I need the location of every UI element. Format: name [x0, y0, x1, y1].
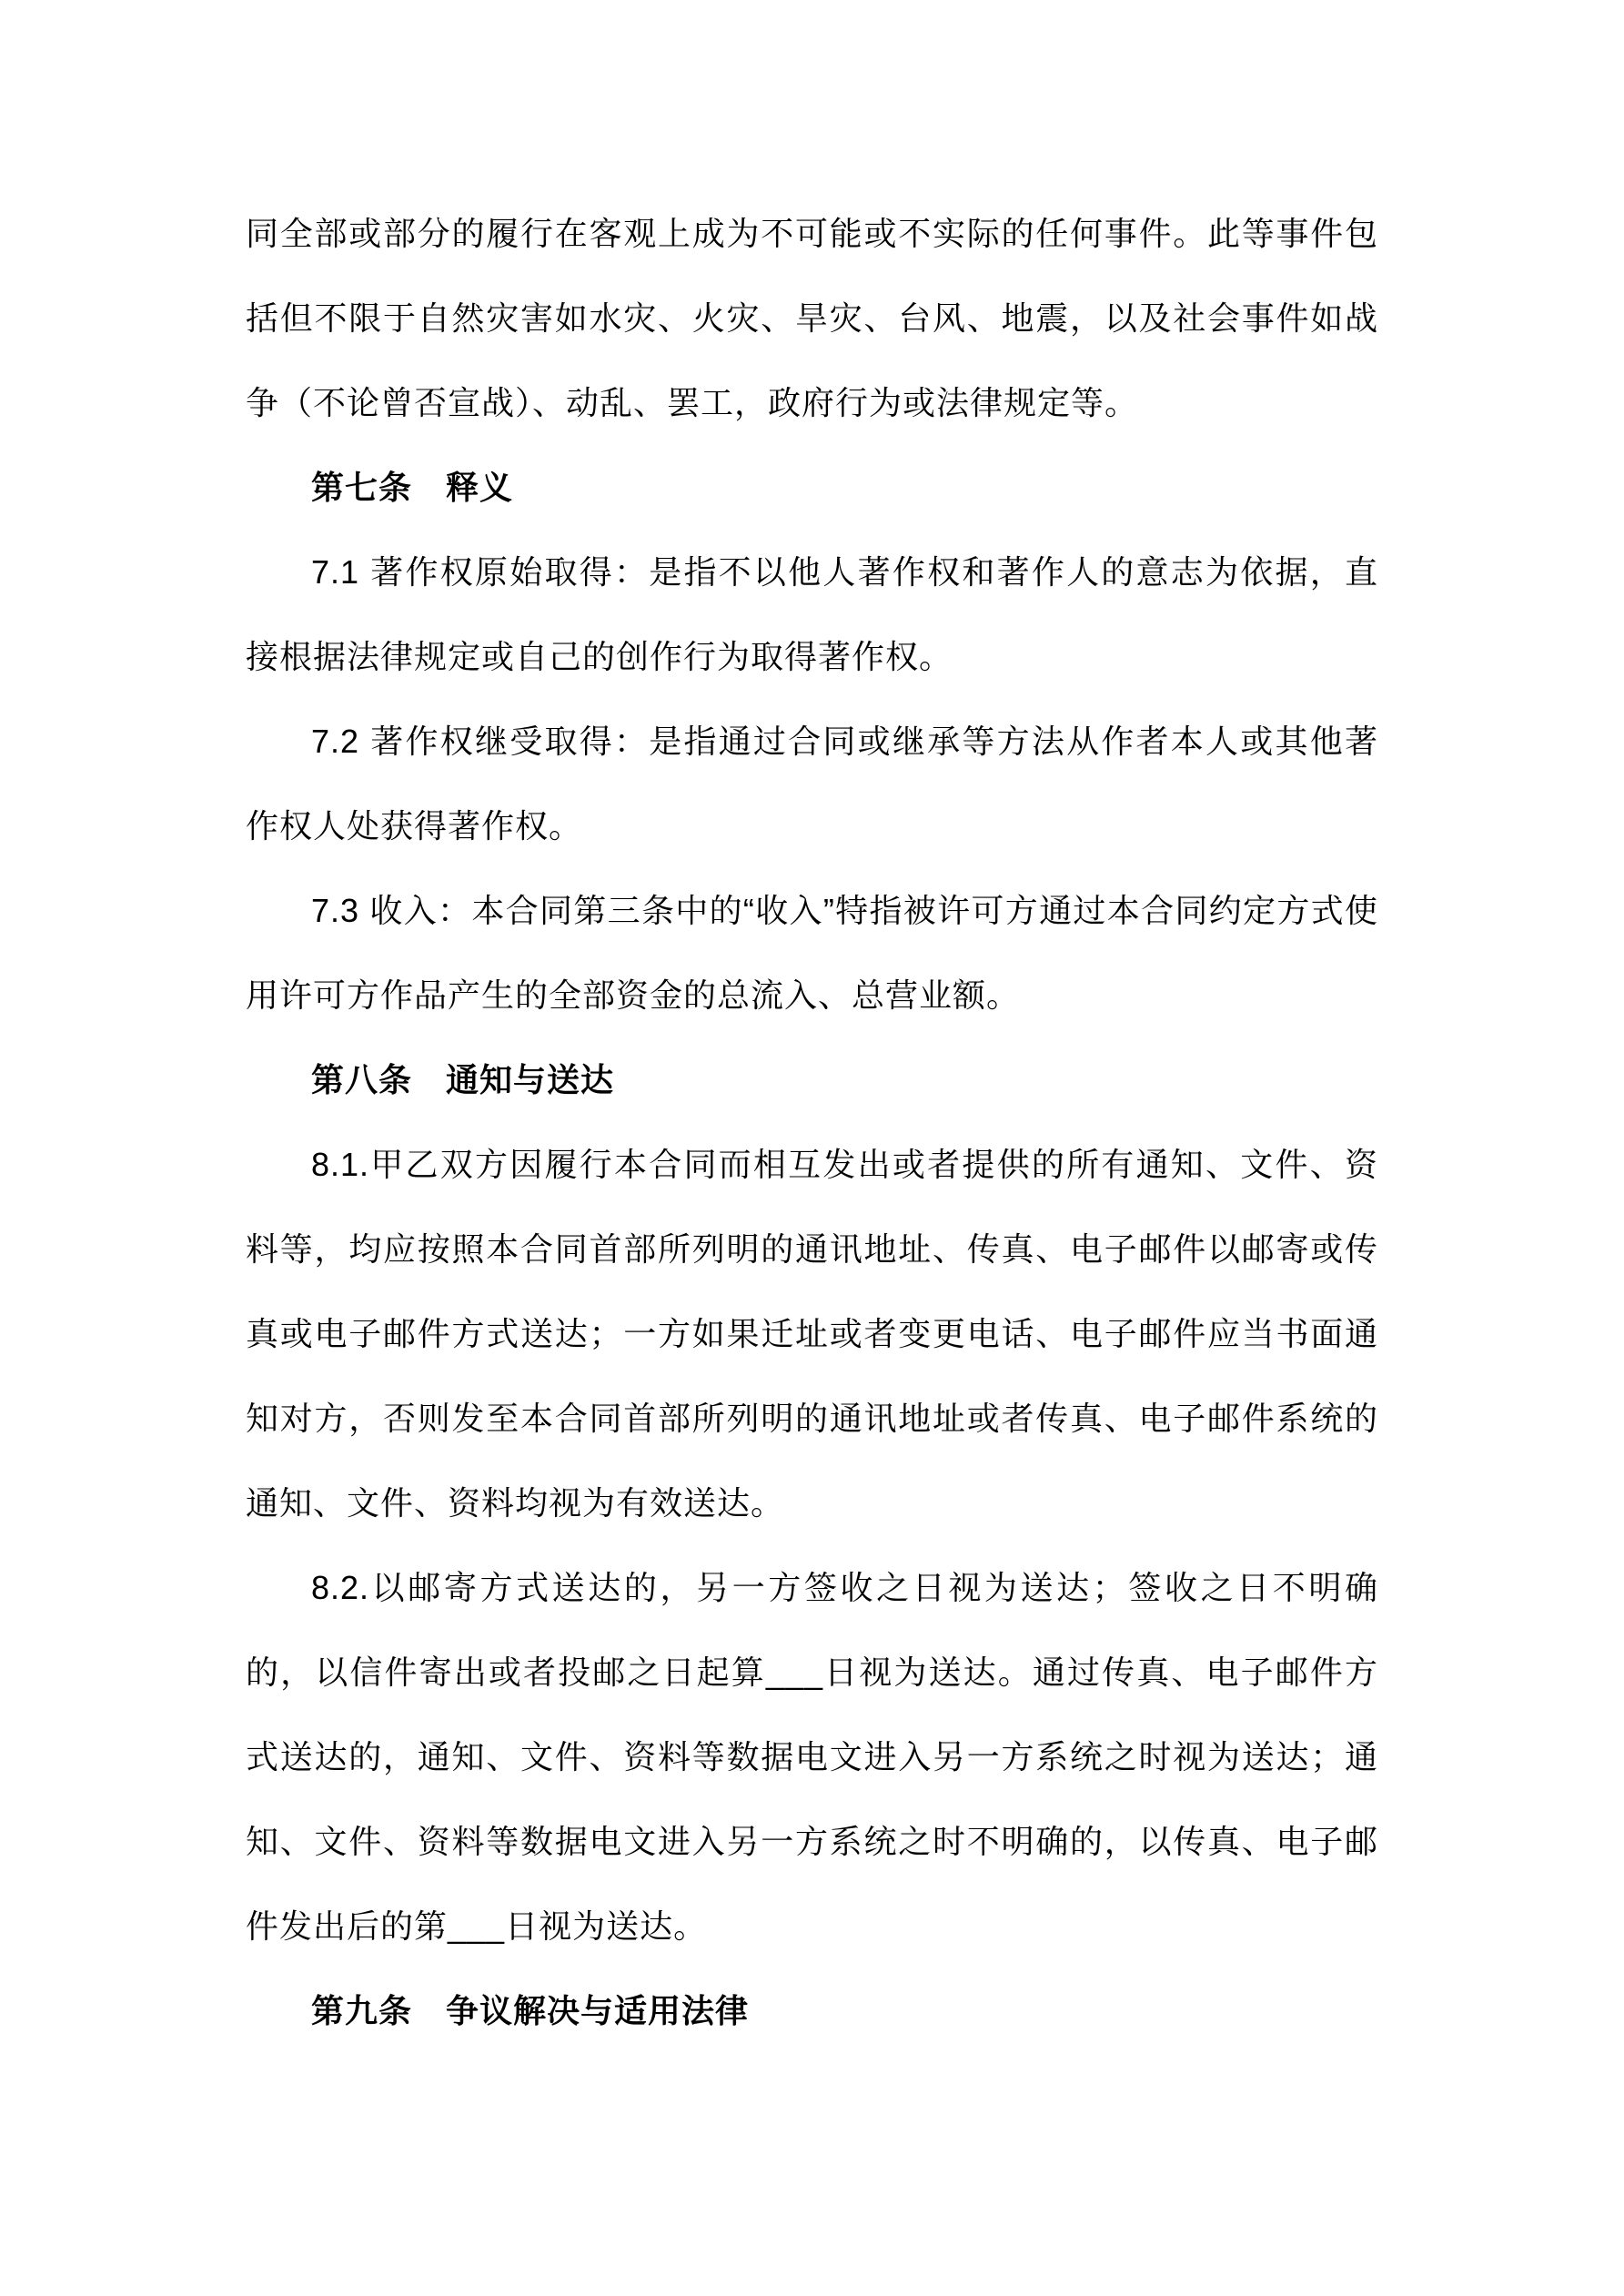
para-8-2: 8.2.以邮寄方式送达的，另一方签收之日视为送达；签收之日不明确的，以信件寄出或者投邮之日起算___日视为送达。通过传真、电子邮件方式送达的，通知、文件、资料等数据电文进入另一方系统之时视为送达；通知、文件、资料等数据电文进入另一方系统之时不明确的，以传真、电子邮件发出后的第___日视为送达。: [246, 1569, 1378, 1945]
heading-article-7: 第七条 释义: [311, 469, 514, 506]
document-content: [246, 191, 1378, 2053]
para-force-majeure-continued: 同全部或部分的履行在客观上成为不可能或不实际的任何事件。此等事件包括但不限于自然灾害如水灾、火灾、旱灾、台风、地震，以及社会事件如战争（不论曾否宣战）、动乱、罢工，政府行为或法律规定等。: [246, 215, 1378, 421]
para-7-3: 7.3 收入：本合同第三条中的“收入”特指被许可方通过本合同约定方式使用许可方作品产生的全部资金的总流入、总营业额。: [246, 892, 1378, 1014]
heading-article-9: 第九条 争议解决与适用法律: [311, 1992, 750, 2029]
heading-article-8: 第八条 通知与送达: [311, 1061, 615, 1098]
para-8-1: 8.1.甲乙双方因履行本合同而相互发出或者提供的所有通知、文件、资料等，均应按照本合同首部所列明的通讯地址、传真、电子邮件以邮寄或传真或电子邮件方式送达；一方如果迁址或者变更电话、电子邮件应当书面通知对方，否则发至本合同首部所列明的通讯地址或者传真、电子邮件系统的通知、文件、资料均视为有效送达。: [246, 1146, 1378, 1522]
para-7-2: 7.2 著作权继受取得：是指通过合同或继承等方法从作者本人或其他著作权人处获得著作权。: [246, 723, 1378, 845]
para-7-1: 7.1 著作权原始取得：是指不以他人著作权和著作人的意志为依据，直接根据法律规定或自己的创作行为取得著作权。: [246, 553, 1378, 675]
